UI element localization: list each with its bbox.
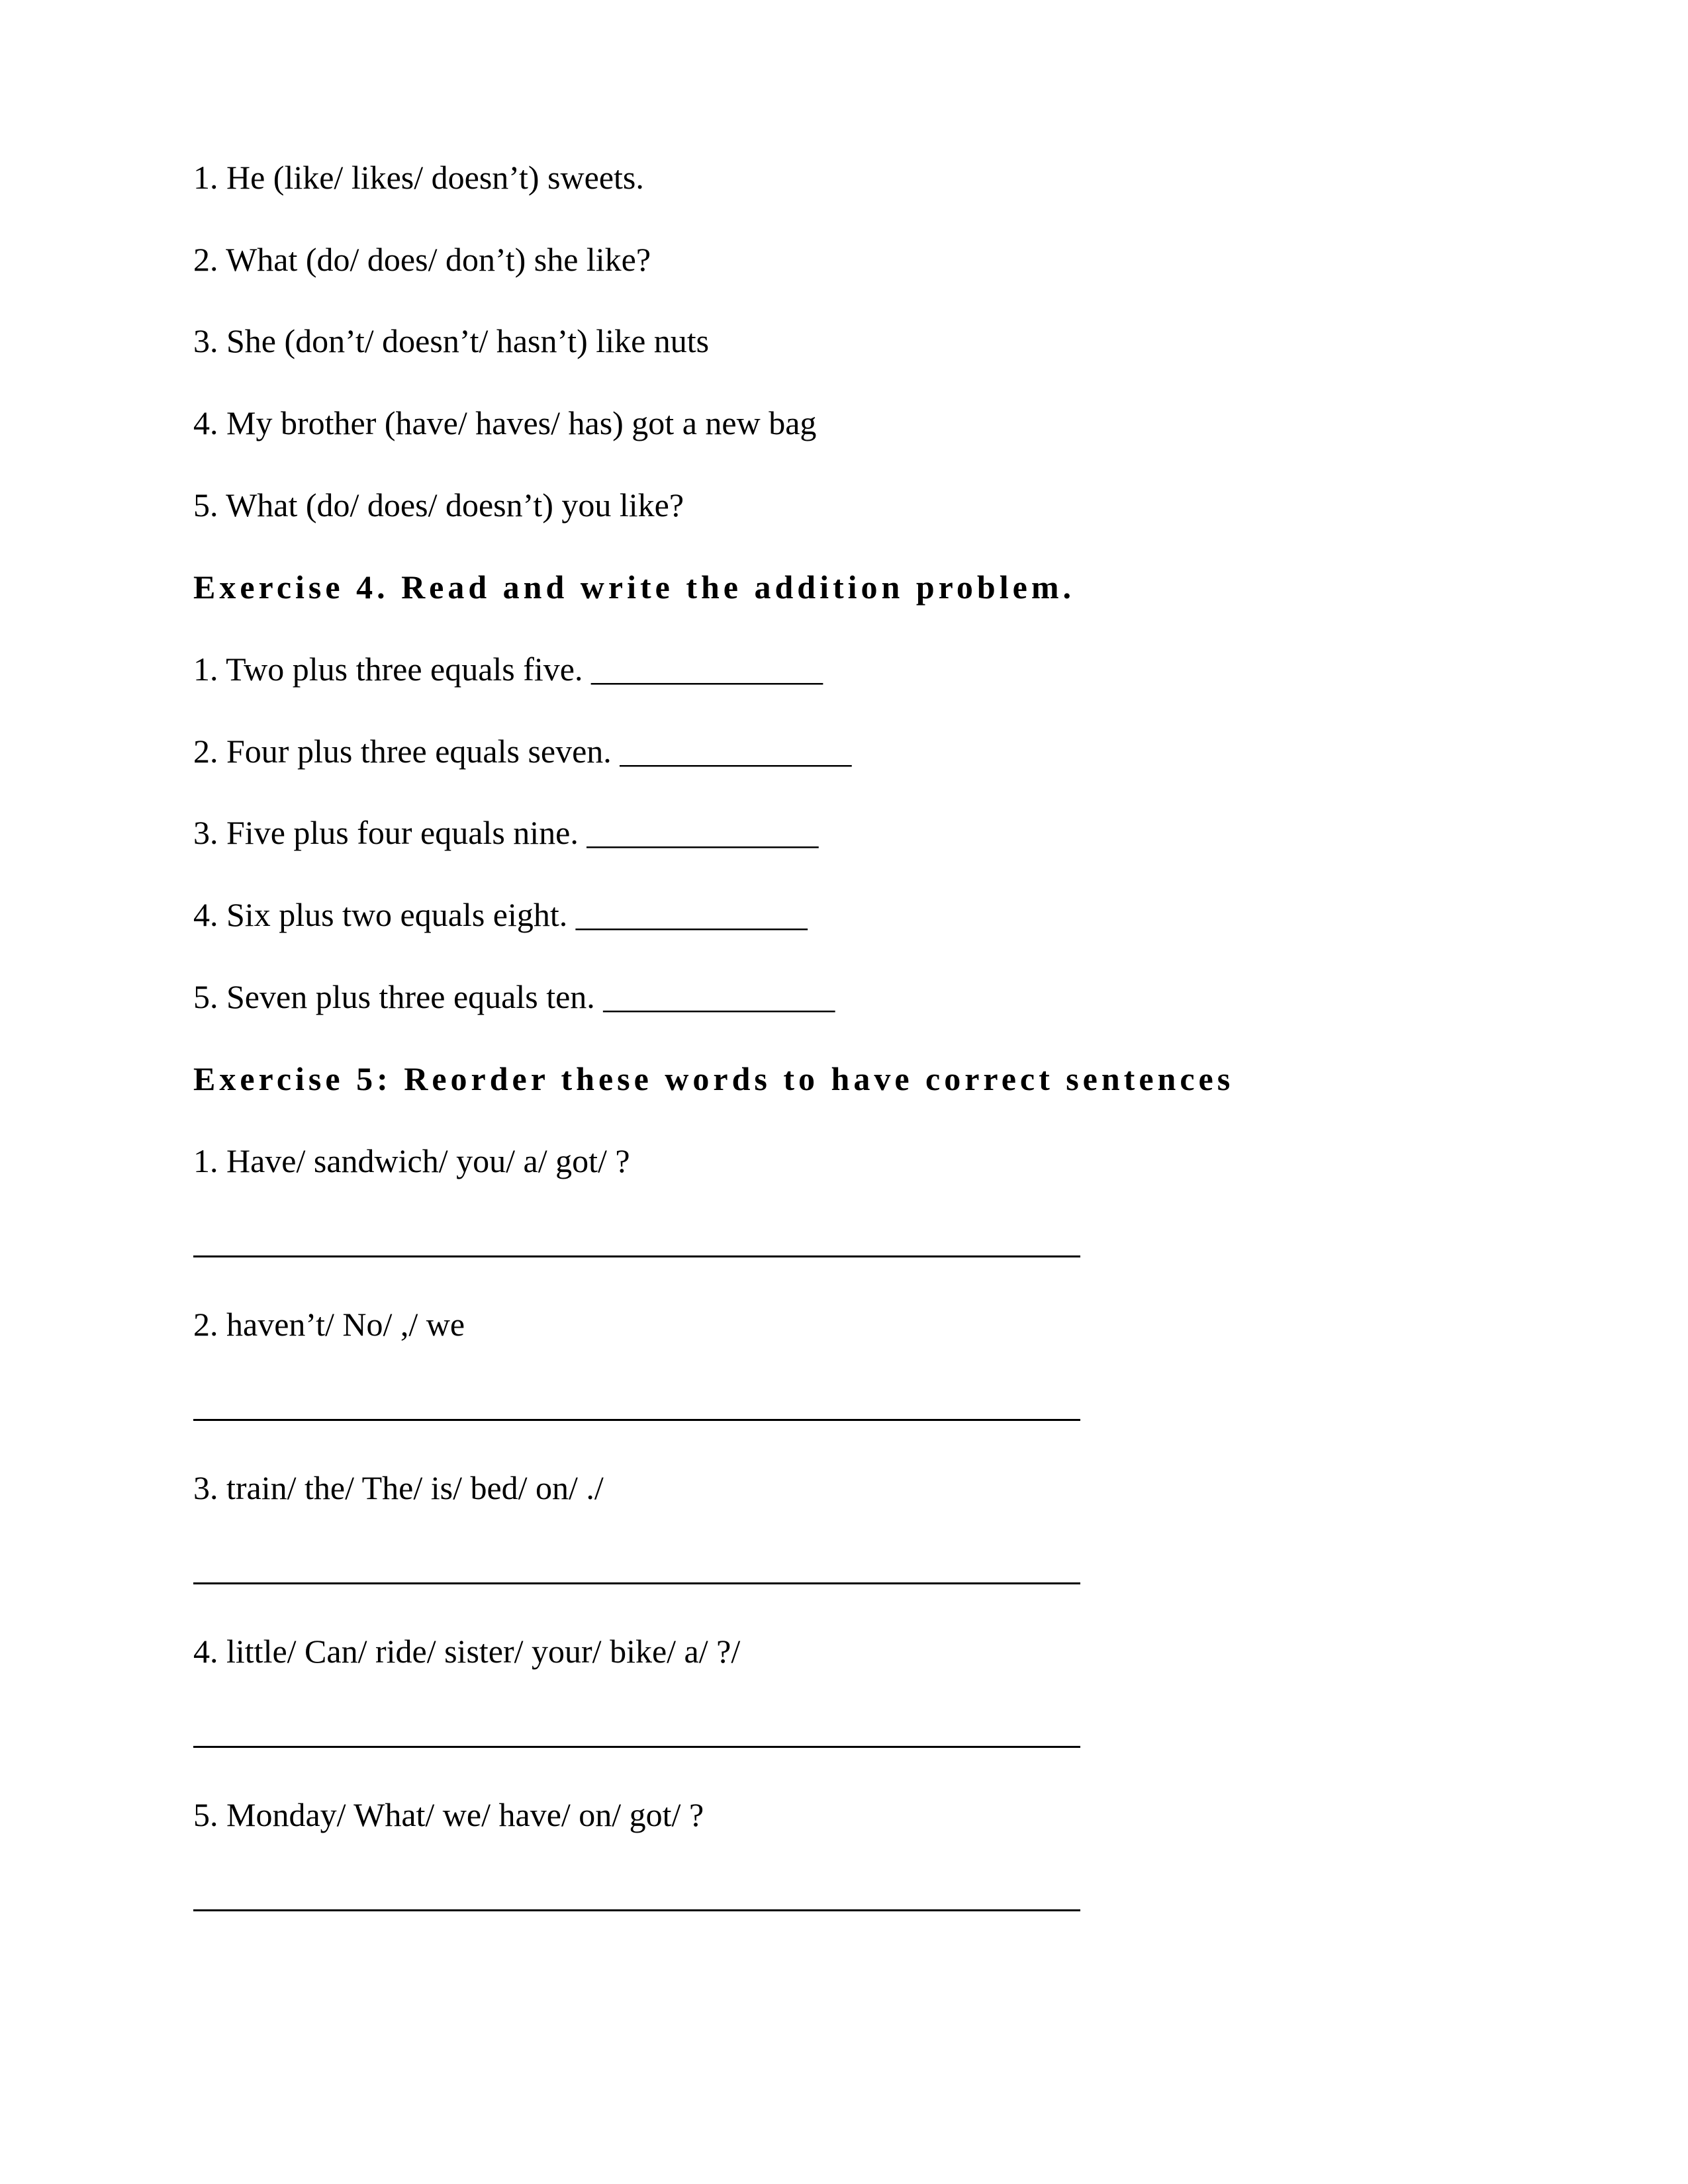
answer-line-1[interactable] [193,1255,1080,1257]
grammar-question-1: 1. He (like/ likes/ doesn’t) sweets. [193,159,644,196]
addition-question-text: 1. Two plus three equals five. [193,651,583,688]
reorder-question-1: 1. Have/ sandwich/ you/ a/ got/ ? [193,1142,630,1179]
reorder-question-4: 4. little/ Can/ ride/ sister/ your/ bike/ a/ ?/ [193,1633,741,1670]
addition-question-3 [193,813,818,852]
answer-blank[interactable]: ______________ [620,733,852,770]
addition-question-text: 3. Five plus four equals nine. [193,814,579,851]
reorder-question-2: 2. haven’t/ No/ ,/ we [193,1306,465,1343]
answer-line-3[interactable] [193,1582,1080,1584]
answer-blank[interactable]: ______________ [591,651,823,688]
exercise-4-title: Exercise 4. Read and write the addition problem. [193,569,1075,606]
grammar-question-2: 2. What (do/ does/ don’t) she like? [193,241,651,278]
addition-question-text: 2. Four plus three equals seven. [193,733,612,770]
grammar-question-5: 5. What (do/ does/ doesn’t) you like? [193,486,684,523]
grammar-question-4: 4. My brother (have/ haves/ has) got a new bag [193,404,817,441]
addition-question-text: 5. Seven plus three equals ten. [193,978,595,1015]
grammar-question-3: 3. She (don’t/ doesn’t/ hasn’t) like nuts [193,322,710,359]
addition-question-5 [193,977,835,1017]
reorder-question-5: 5. Monday/ What/ we/ have/ on/ got/ ? [193,1796,704,1833]
answer-line-2[interactable] [193,1419,1080,1421]
addition-question-text: 4. Six plus two equals eight. [193,896,568,933]
exercise-5-title: Exercise 5: Reorder these words to have correct sentences [193,1060,1235,1097]
answer-blank[interactable]: ______________ [575,896,808,933]
addition-question-4 [193,895,808,934]
answer-line-5[interactable] [193,1909,1080,1911]
addition-question-1 [193,649,823,689]
answer-blank[interactable]: ______________ [586,814,819,851]
answer-line-4[interactable] [193,1746,1080,1748]
addition-question-2 [193,731,851,771]
answer-blank[interactable]: ______________ [603,978,835,1015]
reorder-question-3: 3. train/ the/ The/ is/ bed/ on/ ./ [193,1469,604,1506]
